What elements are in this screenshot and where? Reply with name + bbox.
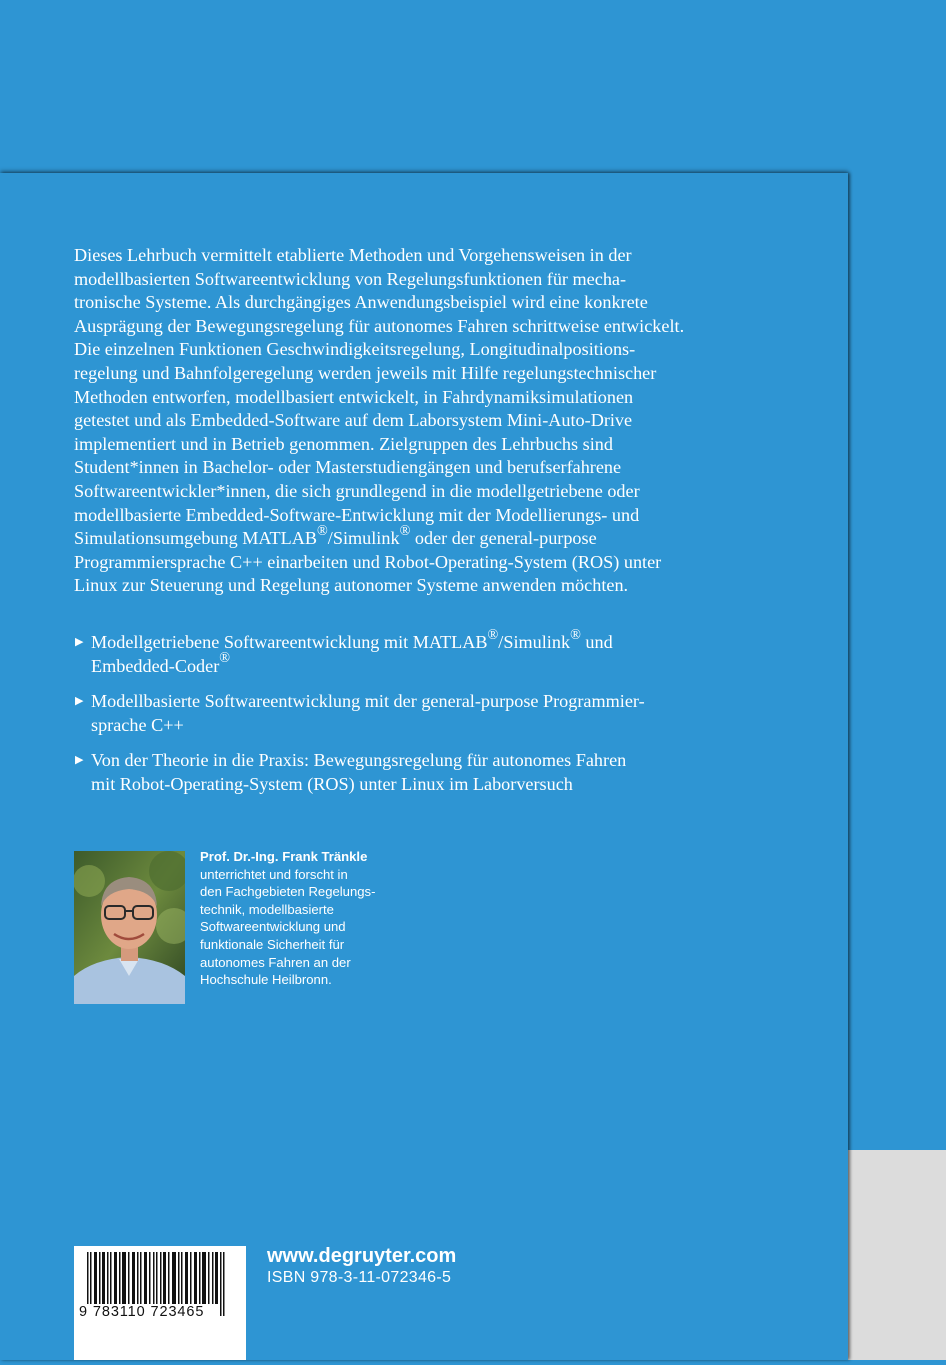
side-grey-strip (848, 1150, 946, 1360)
registered-mark: ® (570, 626, 581, 643)
registered-mark: ® (487, 626, 499, 643)
registered-mark: ® (219, 650, 231, 667)
blurb-line: modellbasierten Softwareentwicklung von Regelungsfunktionen für mecha- (74, 268, 627, 289)
blurb-line: getestet und als Embedded-Software auf dem Laborsystem Mini-Auto-Drive (74, 410, 633, 431)
blurb-line: regelung und Bahnfolgeregelung werden jeweils mit Hilfe regelungstechnischer (74, 362, 657, 383)
blurb-line: Softwareentwickler*innen, die sich grundlegend in die modellgetriebene oder (74, 480, 640, 501)
blurb-line: Ausprägung der Bewegungsregelung für autonomes Fahren schrittweise entwickelt. (74, 315, 685, 336)
author-bio-line: den Fachgebieten Regelungs- (200, 884, 376, 900)
registered-mark: ® (399, 522, 411, 539)
book-description (74, 244, 786, 598)
blurb-line: implementiert und in Betrieb genommen. Zielgruppen des Lehrbuchs sind (74, 433, 613, 454)
blurb-line: Methoden entworfen, modellbasiert entwickelt, in Fahrdynamiksimulationen (74, 386, 634, 407)
blurb-line: tronische Systeme. Als durchgängiges Anwendungsbeispiel wird eine konkrete (74, 292, 648, 313)
isbn-number: ISBN 978-3-11-072346-5 (267, 1269, 452, 1286)
author-bio (200, 848, 420, 989)
blurb-line: Linux zur Steuerung und Regelung autonomer Systeme anwenden möchten. (74, 575, 629, 596)
feature-list (74, 626, 786, 809)
author-bio-line: Hochschule Heilbronn. (200, 972, 332, 988)
author-photo (74, 851, 185, 1004)
author-bio-line: unterrichtet und forscht in (200, 866, 348, 882)
feature-item: ▶ Modellgetriebene Softwareentwicklung mit MATLAB®/Simulink® und Embedded-Coder® (75, 626, 613, 676)
author-portrait-image (74, 851, 185, 1004)
registered-mark: ® (317, 522, 328, 539)
author-bio-line: autonomes Fahren an der (200, 954, 351, 970)
author-bio-line: technik, modellbasierte (200, 901, 334, 917)
blurb-line: Programmiersprache C++ einarbeiten und Robot-Operating-System (ROS) unter (74, 551, 662, 572)
author-name: Prof. Dr.-Ing. Frank Tränkle (200, 849, 368, 864)
feature-item: ▶ Von der Theorie in die Praxis: Bewegungsregelung für autonomes Fahren mit Robot-Operating-System (ROS) unter Linux im Laborversuch (75, 750, 627, 794)
isbn-barcode (74, 1246, 246, 1360)
blurb-line: Simulationsumgebung MATLAB®/Simulink® oder der general-purpose (74, 522, 597, 549)
publisher-url: www.degruyter.com (267, 1245, 457, 1267)
barcode-icon (74, 1246, 246, 1360)
author-bio-line: Softwareentwicklung und (200, 919, 346, 935)
back-cover (0, 173, 848, 1360)
barcode-digits: 9 783110 723465 (79, 1304, 205, 1320)
blurb-line: Student*innen in Bachelor- oder Masterstudiengängen und berufserfahrene (74, 457, 622, 478)
blurb-line: Die einzelnen Funktionen Geschwindigkeitsregelung, Longitudinalpositions- (74, 339, 636, 360)
triangle-bullet-icon: ▶ (75, 695, 84, 708)
triangle-bullet-icon: ▶ (75, 636, 84, 648)
blurb-line: Dieses Lehrbuch vermittelt etablierte Methoden und Vorgehensweisen in der (74, 245, 632, 265)
author-bio-line: funktionale Sicherheit für (200, 936, 345, 952)
feature-item: ▶ Modellbasierte Softwareentwicklung mit der general-purpose Programmier- sprache C++ (75, 691, 645, 735)
blurb-line: modellbasierte Embedded-Software-Entwicklung mit der Modellierungs- und (74, 504, 640, 525)
triangle-bullet-icon: ▶ (75, 754, 84, 767)
background-top (0, 0, 946, 173)
